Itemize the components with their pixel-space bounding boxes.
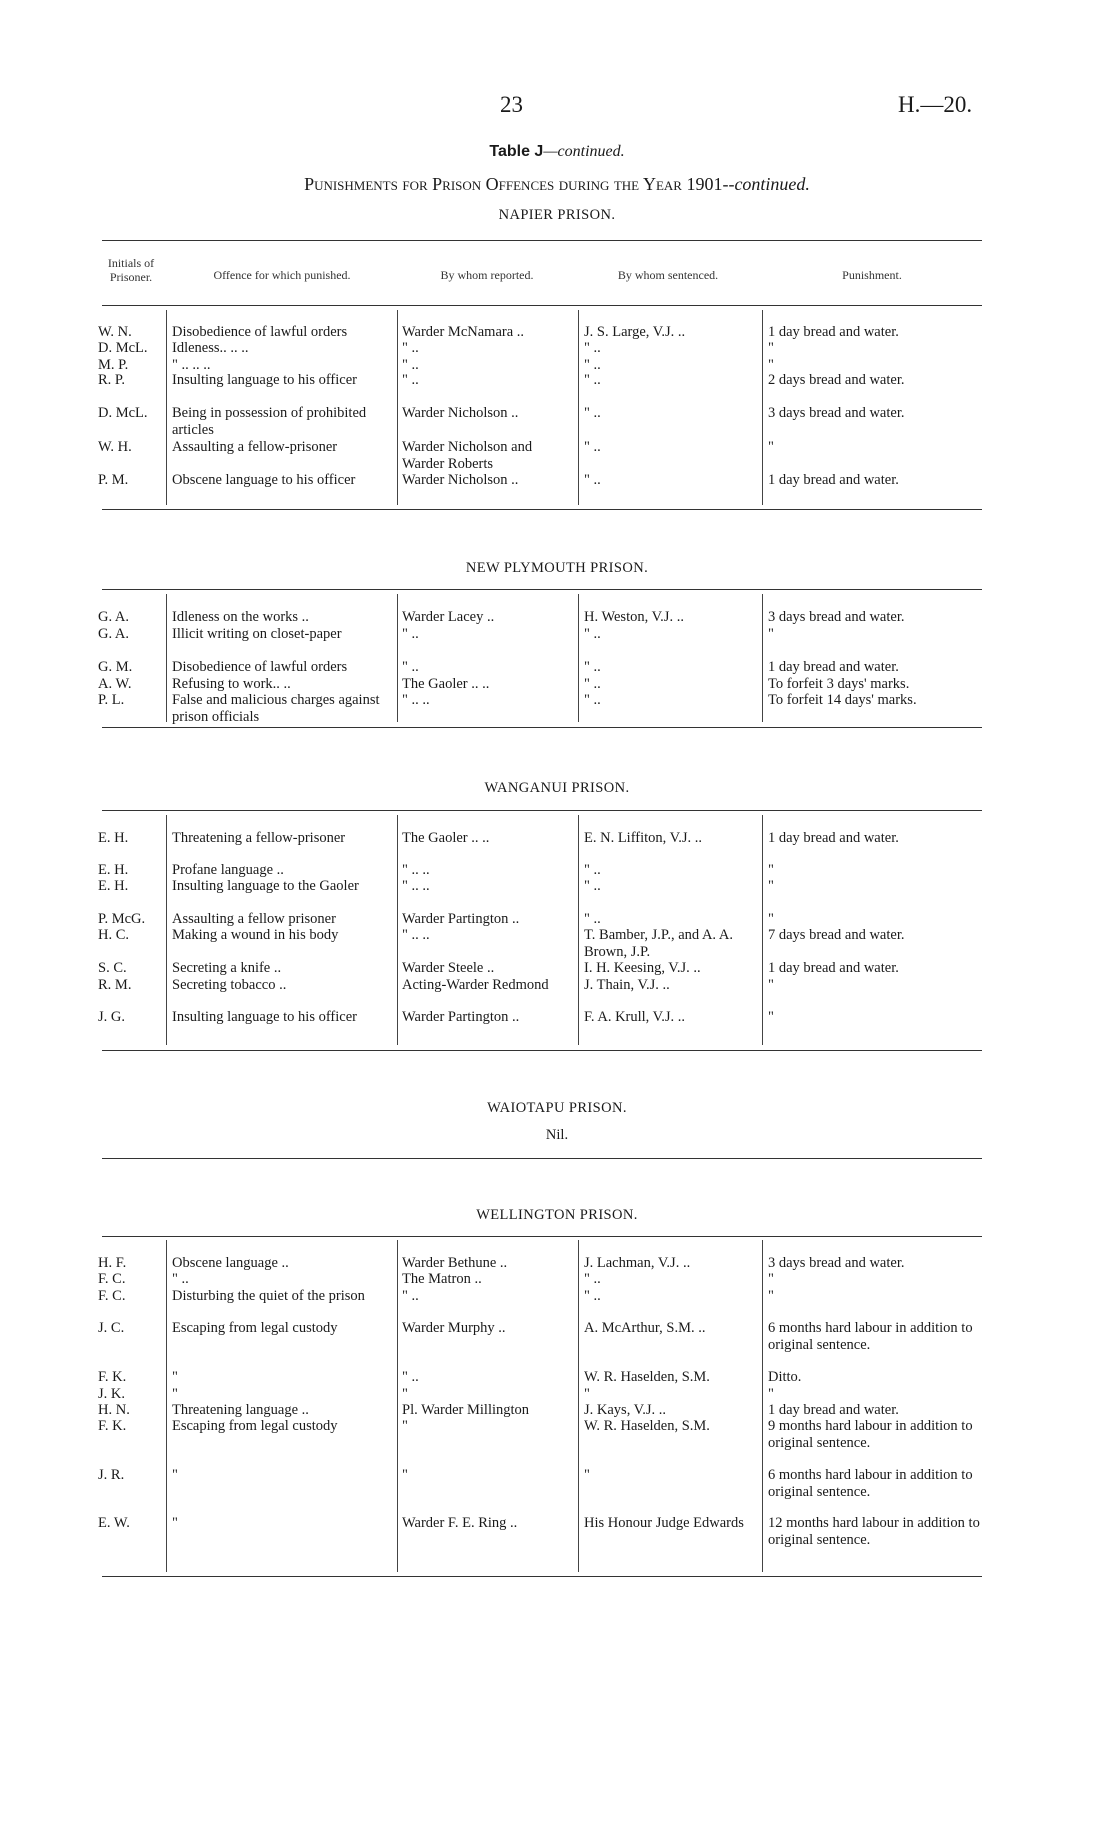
cell-reported: Warder Nicholson .. <box>402 405 519 421</box>
wanganui-column-rule <box>578 815 579 1045</box>
cell-initials: F. C. <box>98 1288 126 1304</box>
cell-offence: " <box>172 1369 178 1385</box>
new-plymouth-column-rule <box>166 594 167 722</box>
cell-initials: H. C. <box>98 927 130 943</box>
cell-reported: " .. <box>402 626 419 642</box>
table-title-main: Table J <box>489 143 544 160</box>
cell-initials: E. W. <box>98 1515 130 1531</box>
cell-offence: Idleness.. .. .. <box>172 340 249 356</box>
wellington-column-rule <box>166 1240 167 1572</box>
cell-initials: G. A. <box>98 626 130 642</box>
cell-punishment: 1 day bread and water. <box>768 659 899 675</box>
cell-reported: " .. .. <box>402 692 430 708</box>
cell-sentenced: " .. <box>584 676 601 692</box>
napier-bottom-rule <box>102 509 982 510</box>
wellington-top-rule <box>102 1236 982 1237</box>
cell-punishment: " <box>768 1009 774 1025</box>
new-plymouth-column-rule <box>578 594 579 722</box>
cell-offence: Disobedience of lawful orders <box>172 324 348 340</box>
cell-offence: Idleness on the works .. <box>172 609 309 625</box>
section-title-wanganui: WANGANUI PRISON. <box>484 780 630 796</box>
cell-initials: W. N. <box>98 324 132 340</box>
cell-punishment: " <box>768 340 774 356</box>
cell-offence: " <box>172 1467 178 1483</box>
cell-offence: " <box>172 1515 178 1531</box>
cell-initials: E. H. <box>98 830 129 846</box>
cell-sentenced: " .. <box>584 692 601 708</box>
subtitle-continued: --continued. <box>722 174 810 194</box>
cell-offence: Assaulting a fellow prisoner <box>172 911 336 927</box>
wanganui-top-rule <box>102 810 982 811</box>
cell-reported: Warder Steele .. <box>402 960 495 976</box>
wanganui-column-rule <box>166 815 167 1045</box>
cell-initials: J. G. <box>98 1009 125 1025</box>
section-title-new-plymouth: NEW PLYMOUTH PRISON. <box>465 560 649 576</box>
cell-punishment: 3 days bread and water. <box>768 1255 905 1271</box>
cell-offence: Insulting language to the Gaoler <box>172 878 359 894</box>
cell-punishment: " <box>768 862 774 878</box>
cell-initials: S. C. <box>98 960 127 976</box>
waiotapu-nil: Nil. <box>545 1127 569 1143</box>
header-offence: Offence for which punished. <box>213 268 351 282</box>
napier-column-rule <box>166 310 167 505</box>
cell-punishment: 1 day bread and water. <box>768 472 899 488</box>
cell-initials: P. L. <box>98 692 125 708</box>
cell-reported: Warder F. E. Ring .. <box>402 1515 518 1531</box>
cell-punishment: " <box>768 911 774 927</box>
cell-initials: J. R. <box>98 1467 125 1483</box>
cell-sentenced: " <box>584 1386 590 1402</box>
cell-sentenced: His Honour Judge Edwards <box>584 1515 744 1531</box>
cell-sentenced: " .. <box>584 878 601 894</box>
page-number: 23 <box>500 92 523 117</box>
cell-sentenced: W. R. Haselden, S.M. <box>584 1418 710 1434</box>
cell-reported: Acting-Warder Redmond <box>402 977 549 993</box>
cell-reported: Warder Murphy .. <box>402 1320 506 1336</box>
napier-column-rule <box>578 310 579 505</box>
cell-initials: W. H. <box>98 439 132 455</box>
cell-punishment: 2 days bread and water. <box>768 372 905 388</box>
cell-sentenced: " .. <box>584 626 601 642</box>
cell-sentenced: J. S. Large, V.J. .. <box>584 324 686 340</box>
table-title <box>0 143 1114 161</box>
cell-sentenced: H. Weston, V.J. .. <box>584 609 684 625</box>
cell-reported: " .. <box>402 659 419 675</box>
napier-column-rule <box>397 310 398 505</box>
cell-initials: J. C. <box>98 1320 125 1336</box>
waiotapu-rule <box>102 1158 982 1159</box>
cell-punishment: 1 day bread and water. <box>768 830 899 846</box>
cell-sentenced: J. Lachman, V.J. .. <box>584 1255 691 1271</box>
cell-offence: Assaulting a fellow-prisoner <box>172 439 338 455</box>
table-top-rule <box>102 240 982 241</box>
cell-offence: Obscene language to his officer <box>172 472 356 488</box>
cell-initials: F. K. <box>98 1418 127 1434</box>
cell-sentenced: " .. <box>584 659 601 675</box>
cell-sentenced: W. R. Haselden, S.M. <box>584 1369 710 1385</box>
cell-offence: " .. <box>172 1271 189 1287</box>
cell-offence: Disobedience of lawful orders <box>172 659 348 675</box>
cell-punishment: To forfeit 3 days' marks. <box>768 676 910 692</box>
cell-sentenced: A. McArthur, S.M. .. <box>584 1320 706 1336</box>
cell-reported: Warder Bethune .. <box>402 1255 508 1271</box>
cell-punishment: 7 days bread and water. <box>768 927 905 943</box>
cell-offence: Being in possession of prohibited articles <box>172 405 367 438</box>
cell-initials: R. P. <box>98 372 126 388</box>
cell-sentenced: I. H. Keesing, V.J. .. <box>584 960 701 976</box>
cell-punishment: 3 days bread and water. <box>768 609 905 625</box>
cell-sentenced: " .. <box>584 340 601 356</box>
cell-punishment: 9 months hard labour in addition to original sentence. <box>768 1418 973 1451</box>
cell-offence: Disturbing the quiet of the prison <box>172 1288 365 1304</box>
cell-initials: J. K. <box>98 1386 125 1402</box>
cell-sentenced: " .. <box>584 1288 601 1304</box>
cell-initials: P. M. <box>98 472 129 488</box>
table-title-continued: —continued. <box>543 143 625 160</box>
section-title-napier: NAPIER PRISON. <box>498 207 616 223</box>
wellington-bottom-rule <box>102 1576 982 1577</box>
cell-reported: Pl. Warder Millington <box>402 1402 530 1418</box>
cell-initials: D. McL. <box>98 340 148 356</box>
new-plymouth-bottom-rule <box>102 727 982 728</box>
cell-reported: " <box>402 1467 408 1483</box>
cell-reported: " .. <box>402 1288 419 1304</box>
cell-reported: Warder Nicholson and Warder Roberts <box>402 439 533 472</box>
cell-reported: The Matron .. <box>402 1271 482 1287</box>
cell-reported: Warder Partington .. <box>402 911 520 927</box>
new-plymouth-top-rule <box>102 589 982 590</box>
cell-initials: F. K. <box>98 1369 127 1385</box>
cell-offence: Refusing to work.. .. <box>172 676 291 692</box>
new-plymouth-column-rule <box>762 594 763 722</box>
cell-reported: Warder Nicholson .. <box>402 472 519 488</box>
header-punishment: Punishment. <box>842 268 902 282</box>
cell-reported: Warder Partington .. <box>402 1009 520 1025</box>
cell-initials: M. P. <box>98 357 129 373</box>
cell-reported: " <box>402 1418 408 1434</box>
cell-punishment: 6 months hard labour in addition to original sentence. <box>768 1320 973 1353</box>
wanganui-bottom-rule <box>102 1050 982 1051</box>
cell-initials: F. C. <box>98 1271 126 1287</box>
cell-sentenced: " <box>584 1467 590 1483</box>
header-sentenced: By whom sentenced. <box>617 268 719 282</box>
header-reported: By whom reported. <box>440 268 534 282</box>
cell-initials: E. H. <box>98 878 129 894</box>
cell-punishment: " <box>768 1271 774 1287</box>
cell-sentenced: " .. <box>584 1271 601 1287</box>
cell-offence: Insulting language to his officer <box>172 372 357 388</box>
wellington-column-rule <box>578 1240 579 1572</box>
header-initials: Initials of Prisoner. <box>107 256 155 284</box>
cell-punishment: 1 day bread and water. <box>768 324 899 340</box>
document-code: H.—20. <box>898 92 973 117</box>
cell-offence: Obscene language .. <box>172 1255 289 1271</box>
cell-reported: " .. <box>402 372 419 388</box>
napier-column-rule <box>762 310 763 505</box>
cell-reported: " <box>402 1386 408 1402</box>
cell-initials: H. F. <box>98 1255 127 1271</box>
cell-sentenced: J. Kays, V.J. .. <box>584 1402 667 1418</box>
cell-initials: H. N. <box>98 1402 130 1418</box>
cell-punishment: 1 day bread and water. <box>768 1402 899 1418</box>
cell-reported: " .. <box>402 1369 419 1385</box>
cell-sentenced: E. N. Liffiton, V.J. .. <box>584 830 703 846</box>
cell-offence: " .. .. .. <box>172 357 211 373</box>
cell-offence: Making a wound in his body <box>172 927 339 943</box>
cell-offence: Secreting a knife .. <box>172 960 282 976</box>
cell-reported: The Gaoler .. .. <box>402 676 490 692</box>
cell-initials: R. M. <box>98 977 132 993</box>
cell-punishment: 12 months hard labour in addition to original sentence. <box>768 1515 980 1548</box>
cell-initials: D. McL. <box>98 405 148 421</box>
cell-offence: " <box>172 1386 178 1402</box>
cell-reported: " .. <box>402 357 419 373</box>
cell-offence: Escaping from legal custody <box>172 1320 338 1336</box>
wellington-column-rule <box>397 1240 398 1572</box>
cell-sentenced: F. A. Krull, V.J. .. <box>584 1009 686 1025</box>
cell-punishment: " <box>768 1386 774 1402</box>
cell-punishment: Ditto. <box>768 1369 802 1385</box>
cell-punishment: 6 months hard labour in addition to original sentence. <box>768 1467 973 1500</box>
wanganui-column-rule <box>762 815 763 1045</box>
cell-initials: G. A. <box>98 609 130 625</box>
cell-initials: P. McG. <box>98 911 146 927</box>
cell-sentenced: " .. <box>584 372 601 388</box>
cell-offence: Threatening language .. <box>172 1402 309 1418</box>
cell-punishment: 3 days bread and water. <box>768 405 905 421</box>
cell-initials: E. H. <box>98 862 129 878</box>
cell-reported: " .. <box>402 340 419 356</box>
cell-reported: Warder Lacey .. <box>402 609 495 625</box>
cell-offence: Secreting tobacco .. <box>172 977 287 993</box>
cell-offence: Escaping from legal custody <box>172 1418 338 1434</box>
cell-punishment: " <box>768 626 774 642</box>
cell-initials: A. W. <box>98 676 132 692</box>
cell-reported: " .. .. <box>402 878 430 894</box>
cell-sentenced: J. Thain, V.J. .. <box>584 977 670 993</box>
table-subtitle <box>0 174 1114 195</box>
cell-reported: " .. .. <box>402 927 430 943</box>
new-plymouth-column-rule <box>397 594 398 722</box>
cell-reported: The Gaoler .. .. <box>402 830 490 846</box>
section-title-wellington: WELLINGTON PRISON. <box>476 1207 638 1223</box>
cell-offence: False and malicious charges against prison officials <box>172 692 380 725</box>
cell-punishment: " <box>768 977 774 993</box>
cell-sentenced: " .. <box>584 472 601 488</box>
cell-sentenced: " .. <box>584 911 601 927</box>
cell-punishment: " <box>768 1288 774 1304</box>
cell-punishment: 1 day bread and water. <box>768 960 899 976</box>
cell-sentenced: " .. <box>584 357 601 373</box>
cell-punishment: " <box>768 439 774 455</box>
subtitle-main: Punishments for Prison Offences during the Year 1901 <box>304 174 723 194</box>
cell-offence: Insulting language to his officer <box>172 1009 357 1025</box>
cell-initials: G. M. <box>98 659 133 675</box>
cell-punishment: " <box>768 878 774 894</box>
cell-offence: Illicit writing on closet-paper <box>172 626 342 642</box>
cell-reported: " .. .. <box>402 862 430 878</box>
cell-punishment: To forfeit 14 days' marks. <box>768 692 917 708</box>
cell-reported: Warder McNamara .. <box>402 324 525 340</box>
cell-offence: Threatening a fellow-prisoner <box>172 830 346 846</box>
cell-sentenced: " .. <box>584 439 601 455</box>
section-title-waiotapu: WAIOTAPU PRISON. <box>487 1100 627 1116</box>
cell-punishment: " <box>768 357 774 373</box>
cell-offence: Profane language .. <box>172 862 284 878</box>
wellington-column-rule <box>762 1240 763 1572</box>
header-bottom-rule <box>102 305 982 306</box>
wanganui-column-rule <box>397 815 398 1045</box>
cell-sentenced: " .. <box>584 862 601 878</box>
cell-sentenced: T. Bamber, J.P., and A. A. Brown, J.P. <box>584 927 733 960</box>
cell-sentenced: " .. <box>584 405 601 421</box>
